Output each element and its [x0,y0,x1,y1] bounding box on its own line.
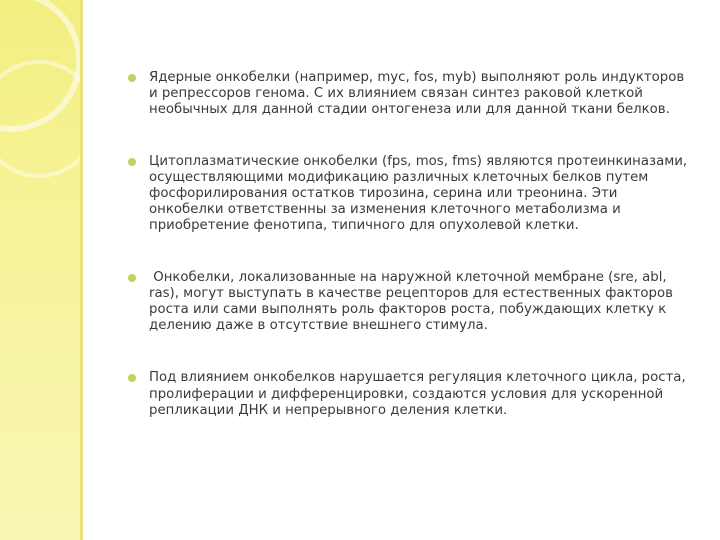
bullet-dot-icon [128,374,136,382]
bullet-item [125,370,693,419]
bullet-item [125,270,693,335]
bullet-dot-icon [128,274,136,282]
decor-arc [0,60,83,178]
bullet-item [125,70,693,119]
side-decor-panel [0,0,83,540]
bullet-dot-icon [128,158,136,166]
bullet-item [125,154,693,235]
bullet-text: Ядерные онкобелки (например, myc, fos, myb) выполняют роль индукторов и репрессоров генома. С их влиянием связан синтез раковой клеткой необычных для данной стадии онтогенеза или для данной ткани белков. [149,70,685,118]
side-divider [80,0,83,540]
bullet-text: Онкобелки, локализованные на наружной клеточной мембране (sre, abl, ras), могут выступать в качестве рецепторов для естественных факторов роста или сами выполнять роль факторов роста, побуждающих клетку к делению даже в отсутствие внешнего стимула. [149,269,678,334]
bullet-text: Цитоплазматические онкобелки (fps, mos, fms) являются протеинкиназами, осуществляющими модификацию различных клеточных белков путем фосфорилирования остатков тирозина, серина или треонина. Эти онкобелки ответственны за изменения клеточного метаболизма и приобретение фенотипа, типичного для опухолевой клетки. [149,153,688,234]
bullet-text: Под влиянием онкобелков нарушается регуляция клеточного цикла, роста, пролиферации и дифференцировки, создаются условия для ускоренной репликации ДНК и непрерывного деления клетки. [149,370,686,418]
slide-content [125,70,693,419]
bullet-dot-icon [128,74,136,82]
